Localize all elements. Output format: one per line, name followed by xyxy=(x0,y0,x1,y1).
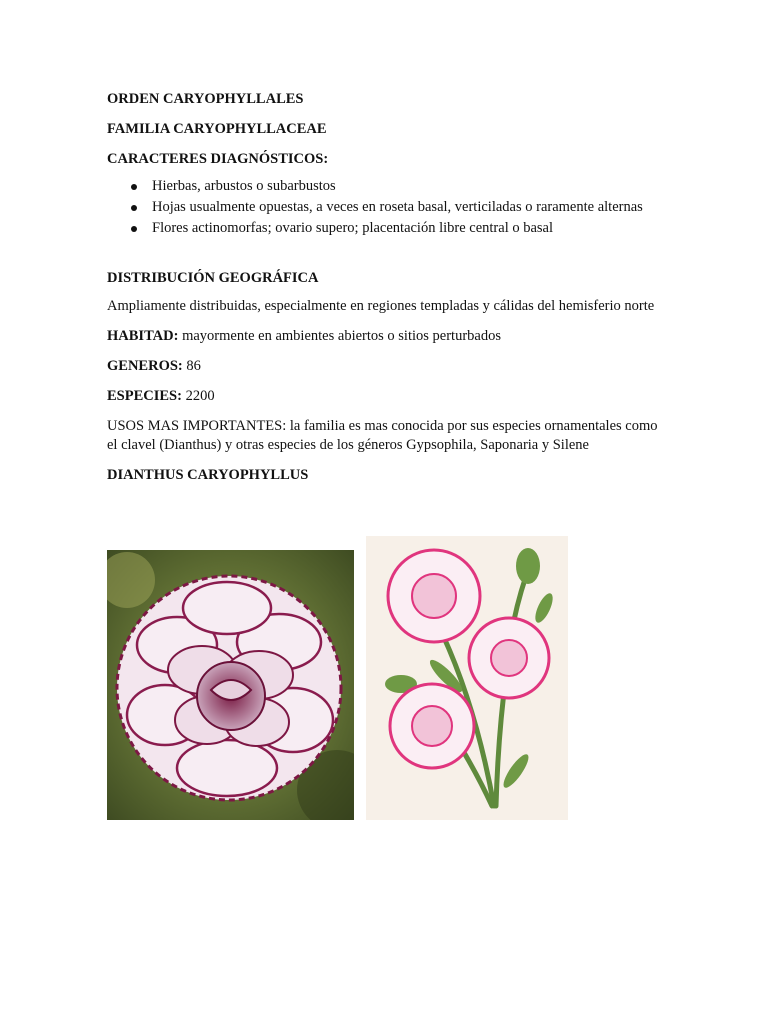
orden-heading: ORDEN CARYOPHYLLALES xyxy=(107,91,304,107)
carnation-illustration xyxy=(366,536,568,820)
list-item: Hierbas, arbustos o subarbustos xyxy=(152,177,667,196)
generos-value: 86 xyxy=(182,358,201,374)
habitat-label: HABITAD: xyxy=(107,328,179,344)
generos-line xyxy=(107,357,667,376)
carnation-photo-image xyxy=(107,550,354,820)
caracteres-heading: CARACTERES DIAGNÓSTICOS: xyxy=(107,151,329,167)
generos-label: GENEROS: xyxy=(107,358,183,374)
caracteres-list xyxy=(107,177,667,238)
carnation-photo xyxy=(107,550,354,820)
habitat-line xyxy=(107,327,667,346)
distribucion-text: Ampliamente distribuidas, especialmente en regiones templadas y cálidas del hemisferio norte xyxy=(107,298,655,314)
distribucion-heading: DISTRIBUCIÓN GEOGRÁFICA xyxy=(107,270,319,286)
list-item: Hojas usualmente opuestas, a veces en roseta basal, verticiladas o raramente alternas xyxy=(152,198,667,217)
especies-label: ESPECIES: xyxy=(107,388,182,404)
habitat-value: mayormente en ambientes abiertos o sitios perturbados xyxy=(178,328,501,344)
figures xyxy=(107,536,577,826)
usos-text: USOS MAS IMPORTANTES: la familia es mas conocida por sus especies ornamentales como el clavel (Dianthus) y otras especies de los géneros Gypsophila, Saponaria y Silene xyxy=(107,418,658,453)
carnation-illustration-image xyxy=(366,536,568,820)
familia-heading: FAMILIA CARYOPHYLLACEAE xyxy=(107,121,327,137)
especies-value: 2200 xyxy=(181,388,215,404)
species-heading: DIANTHUS CARYOPHYLLUS xyxy=(107,467,309,483)
especies-line xyxy=(107,387,667,406)
document-page xyxy=(107,90,667,485)
list-item: Flores actinomorfas; ovario supero; placentación libre central o basal xyxy=(152,219,667,238)
